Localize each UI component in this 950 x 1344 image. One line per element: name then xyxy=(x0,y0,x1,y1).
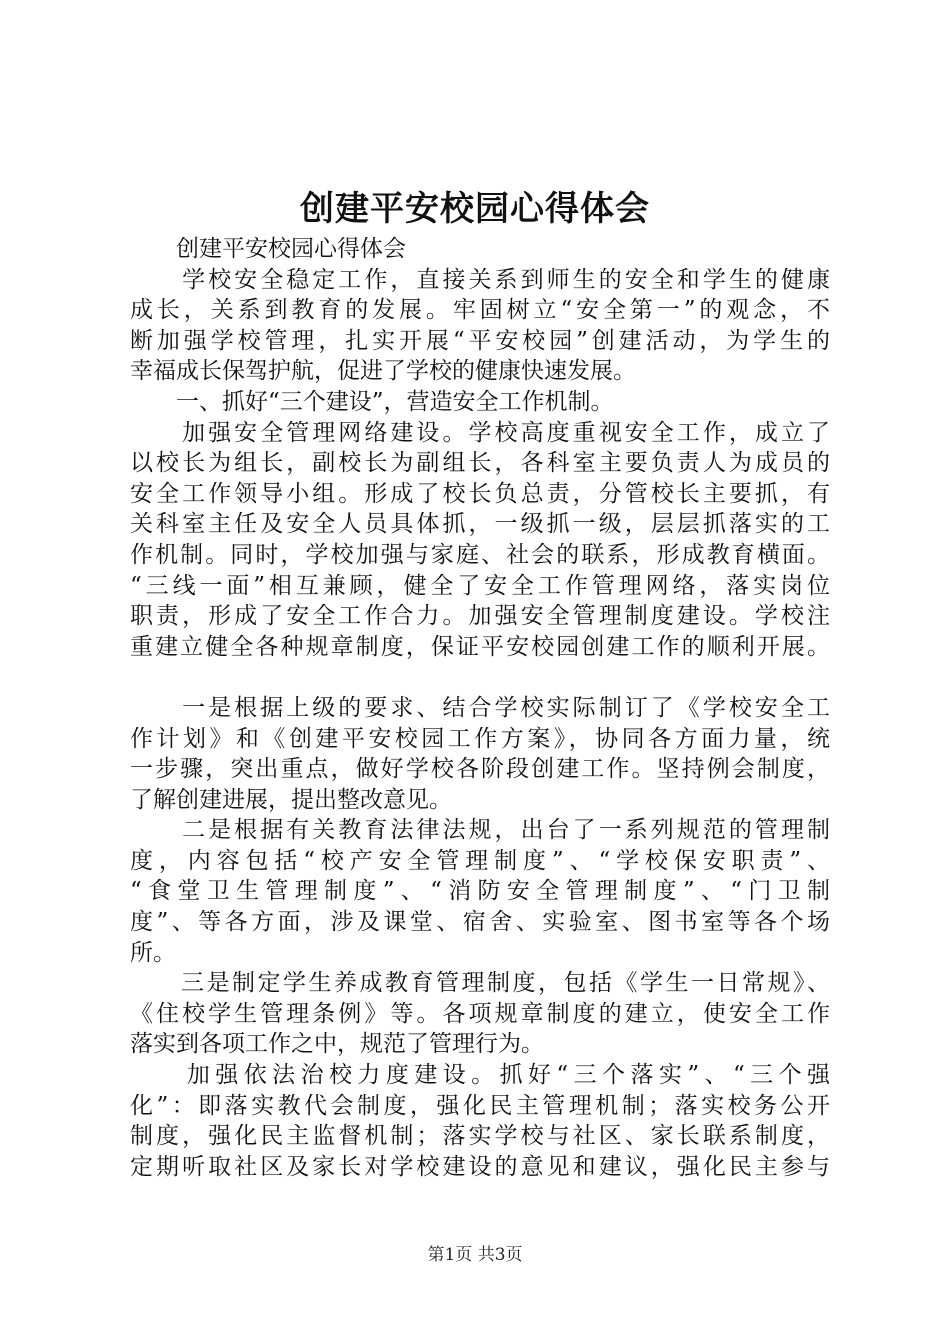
body-line: 所。 xyxy=(130,939,176,966)
body-line: 作机制。同时，学校加强与家庭、社会的联系，形成教育横面。 xyxy=(130,541,830,568)
body-line: 职责，形成了安全工作合力。加强安全管理制度建设。学校注 xyxy=(130,603,830,630)
body-line: 幸福成长保驾护航，促进了学校的健康快速发展。 xyxy=(130,358,636,385)
body-line: 定期听取社区及家长对学校建设的意见和建议，强化民主参与 xyxy=(130,1153,830,1180)
body-line: 三是制定学生养成教育管理制度，包括《学生一日常规》、 xyxy=(130,970,830,997)
body-line: 一步骤，突出重点，做好学校各阶段创建工作。坚持例会制度， xyxy=(130,756,830,783)
body-line: 《住校学生管理条例》等。各项规章制度的建立，使安全工作 xyxy=(130,1000,830,1027)
body-line: “食堂卫生管理制度”、“消防安全管理制度”、“门卫制 xyxy=(130,878,830,905)
body-line: 二是根据有关教育法律法规，出台了一系列规范的管理制 xyxy=(130,817,830,844)
body-line: 断加强学校管理，扎实开展“平安校园”创建活动，为学生的 xyxy=(130,327,830,354)
document-body xyxy=(130,234,830,1182)
body-line: 学校安全稳定工作，直接关系到师生的安全和学生的健康 xyxy=(130,266,830,293)
body-line: 安全工作领导小组。形成了校长负总责，分管校长主要抓，有 xyxy=(130,480,830,507)
body-line: 关科室主任及安全人员具体抓，一级抓一级，层层抓落实的工 xyxy=(130,511,830,538)
body-line: 加强安全管理网络建设。学校高度重视安全工作，成立了 xyxy=(130,419,830,446)
body-line: 作计划》和《创建平安校园工作方案》，协同各方面力量，统 xyxy=(130,725,830,752)
body-line: 落实到各项工作之中，规范了管理行为。 xyxy=(130,1031,544,1058)
body-line: 成长，关系到教育的发展。牢固树立“安全第一”的观念，不 xyxy=(130,297,830,324)
body-line: 一、抓好“三个建设”，营造安全工作机制。 xyxy=(130,388,614,415)
body-line: 度”、等各方面，涉及课堂、宿舍、实验室、图书室等各个场 xyxy=(130,909,830,936)
body-line xyxy=(130,662,830,693)
body-line: 以校长为组长，副校长为副组长，各科室主要负责人为成员的 xyxy=(130,450,830,477)
body-line: “三线一面”相互兼顾，健全了安全工作管理网络，落实岗位 xyxy=(130,572,830,599)
body-line: 一是根据上级的要求、结合学校实际制订了《学校安全工 xyxy=(130,694,830,721)
body-line: 加强依法治校力度建设。抓好“三个落实”、“三个强 xyxy=(130,1062,830,1089)
body-line: 化”：即落实教代会制度，强化民主管理机制；落实校务公开 xyxy=(130,1092,830,1119)
body-line: 重建立健全各种规章制度，保证平安校园创建工作的顺利开展。 xyxy=(130,633,830,660)
page-footer: 第1页 共3页 xyxy=(427,1245,523,1265)
body-line: 度，内容包括“校产安全管理制度”、“学校保安职责”、 xyxy=(130,847,830,874)
body-line: 制度，强化民主监督机制；落实学校与社区、家长联系制度， xyxy=(130,1123,830,1150)
body-line: 了解创建进展，提出整改意见。 xyxy=(130,786,452,813)
document-title: 创建平安校园心得体会 xyxy=(300,189,650,229)
body-line: 创建平安校园心得体会 xyxy=(130,236,406,262)
